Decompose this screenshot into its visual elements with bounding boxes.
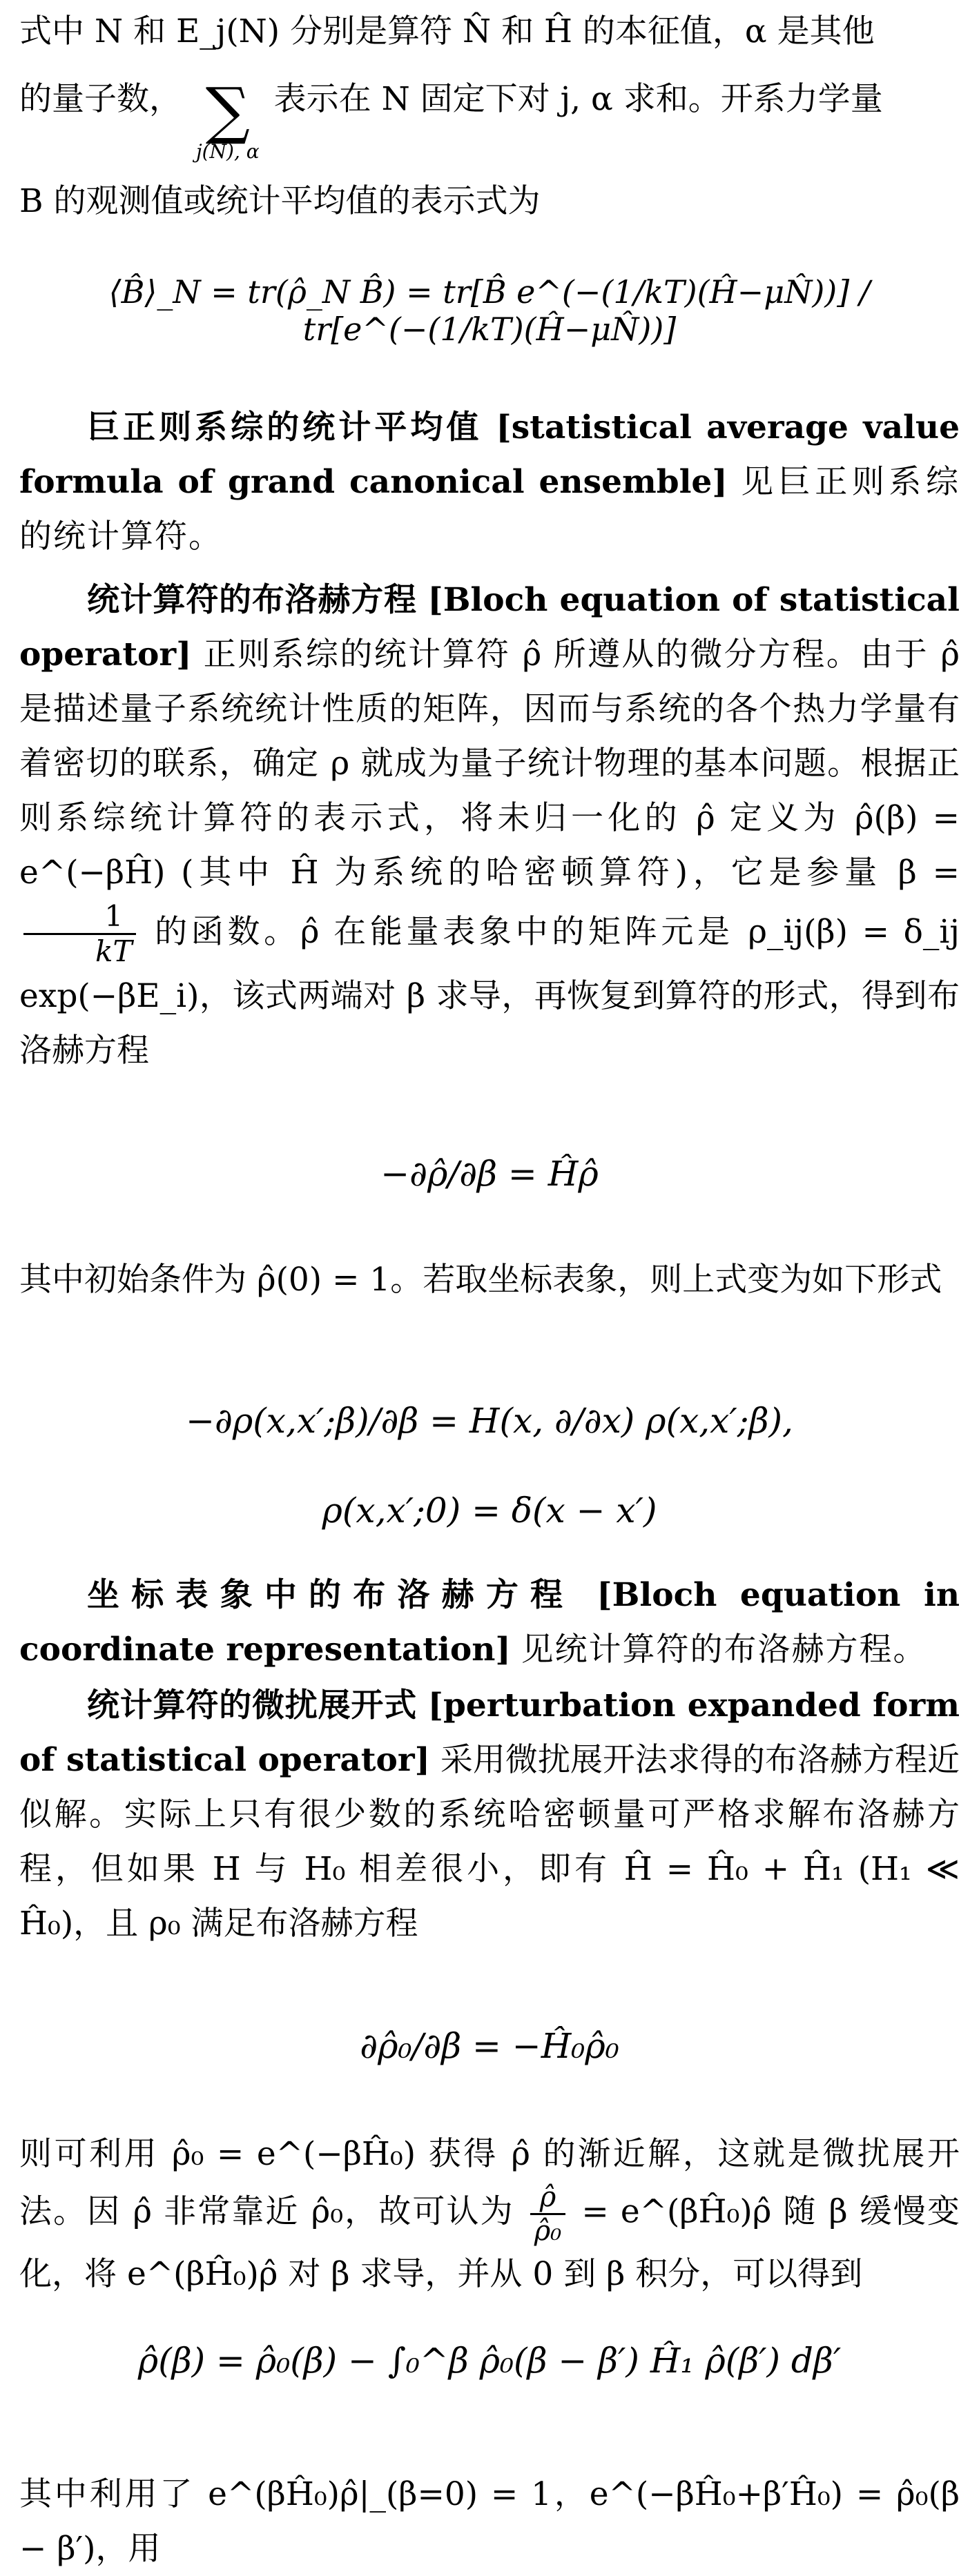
equation-coordinate-bloch: −∂ρ(x,x′;β)/∂β = H(x, ∂/∂x) ρ(x,x′;β), [186,1401,793,1441]
entry-english-term: [statistical average value formula of grand canonical ensemble] [19,409,960,501]
summation-symbol: ∑ j(N), α [195,75,260,163]
entry-body-part-2: 的函数。ρ̂ 在能量表象中的矩阵元是 ρ_ij(β) = δ_ij exp(−βE_i)，该式两端对 β 求导，再恢复到算符的形式，得到布洛赫方程 [19,912,960,1070]
beta-fraction-denominator: kT [95,934,133,969]
equation-grand-average: ⟨B̂⟩_N = tr(ρ̂_N B̂) = tr[B̂ e^(−(1/kT)(Ĥ−μN̂))] / tr[e^(−(1/kT)(Ĥ−μN̂))] [108,273,871,348]
equation-rho0: ∂ρ̂₀/∂β = −Ĥ₀ρ̂₀ [360,2026,619,2066]
entry-bloch-equation [19,573,960,1078]
entry-cross-reference: 见统计算符的布洛赫方程。 [521,1631,927,1669]
para-initial-condition: 其中初始条件为 ρ̂(0) = 1。若取坐标表象，则上式变为如下形式 [19,1261,942,1299]
entry-body: 采用微扰展开法求得的布洛赫方程近似解。实际上只有很少数的系统哈密顿量可严格求解布洛赫方程，但如果 H 与 H₀ 相差很小，即有 Ĥ = Ĥ₀ + Ĥ₁ (H₁ ≪ Ĥ₀)，且 ρ₀ 满足布洛赫方程 [19,1741,960,1943]
intro-line-2-start: 的量子数， [19,80,182,118]
entry-body-part-1: 正则系综的统计算符 ρ̂ 所遵从的微分方程。由于 ρ̂ 是描述量子系统统计性质的矩阵，因而与系统的各个热力学量有着密切的联系，确定 ρ 就成为量子统计物理的基本问题。根据正则系综统计算符的表示式，将未归一化的 ρ̂ 定义为 ρ̂(β) = e^(−βĤ) (其中 Ĥ 为系统的哈密顿算符)，它是参量 β = [19,636,960,892]
intro-line-3: B 的观测值或统计平均值的表示式为 [19,182,541,220]
entry-cross-reference: 见巨正则系综的统计算符。 [19,463,960,555]
intro-line-2 [19,61,960,164]
para-asymptotic-start: 则可利用 ρ̂₀ = e^(−βĤ₀) 获得 ρ̂ 的渐近解，这就是微扰展开法。因 ρ̂ 非常靠近 ρ̂₀，故可认为 [19,2135,960,2231]
beta-fraction-numerator: 1 [23,900,136,935]
rho-ratio-fraction [530,2181,566,2247]
para-asymptotic-end: = e^(βĤ₀)ρ̂ 随 β 缓慢变化，将 e^(βĤ₀)ρ̂ 对 β 求导，并从 0 到 β 积分，可以得到 [19,2192,960,2293]
summation-limit: j(N), α [195,140,260,163]
entry-heading: 统计算符的微扰展开式 [87,1687,418,1724]
intro-line-1: 式中 N 和 E_j(N) 分别是算符 N̂ 和 Ĥ 的本征值，α 是其他 [19,12,875,50]
intro-line-2-end: 表示在 N 固定下对 j, α 求和。开系力学量 [273,80,883,118]
entry-english-term: [Bloch equation of statistical operator] [19,581,960,674]
para-last-line: 其中利用了 e^(βĤ₀)ρ̂|_(β=0) = 1，e^(−βĤ₀+β′Ĥ₀) = ρ̂₀(β − β′)，用 [19,2475,960,2568]
rho-ratio-numerator: ρ̂ [530,2181,566,2215]
entry-heading: 坐标表象中的布洛赫方程 [87,1576,575,1614]
beta-fraction [23,900,136,969]
entry-coordinate-bloch [19,1568,960,1677]
entry-english-term: [Bloch equation in coordinate representation] [19,1576,960,1669]
entry-perturbation [19,1678,960,1951]
equation-coordinate-initial: ρ(x,x′;0) = δ(x − x′) [322,1491,657,1531]
equation-integral: ρ̂(β) = ρ̂₀(β) − ∫₀^β ρ̂₀(β − β′) Ĥ₁ ρ̂(β′) dβ′ [137,2341,842,2381]
entry-heading: 统计算符的布洛赫方程 [87,581,417,619]
entry-grand-average [19,400,960,564]
equation-bloch: −∂ρ̂/∂β = Ĥρ̂ [380,1154,599,1194]
para-asymptotic [19,2127,960,2301]
entry-heading: 巨正则系综的统计平均值 [87,409,483,446]
rho-ratio-denominator: ρ̂₀ [534,2215,562,2247]
entry-english-term: [perturbation expanded form of statistical operator] [19,1687,960,1779]
